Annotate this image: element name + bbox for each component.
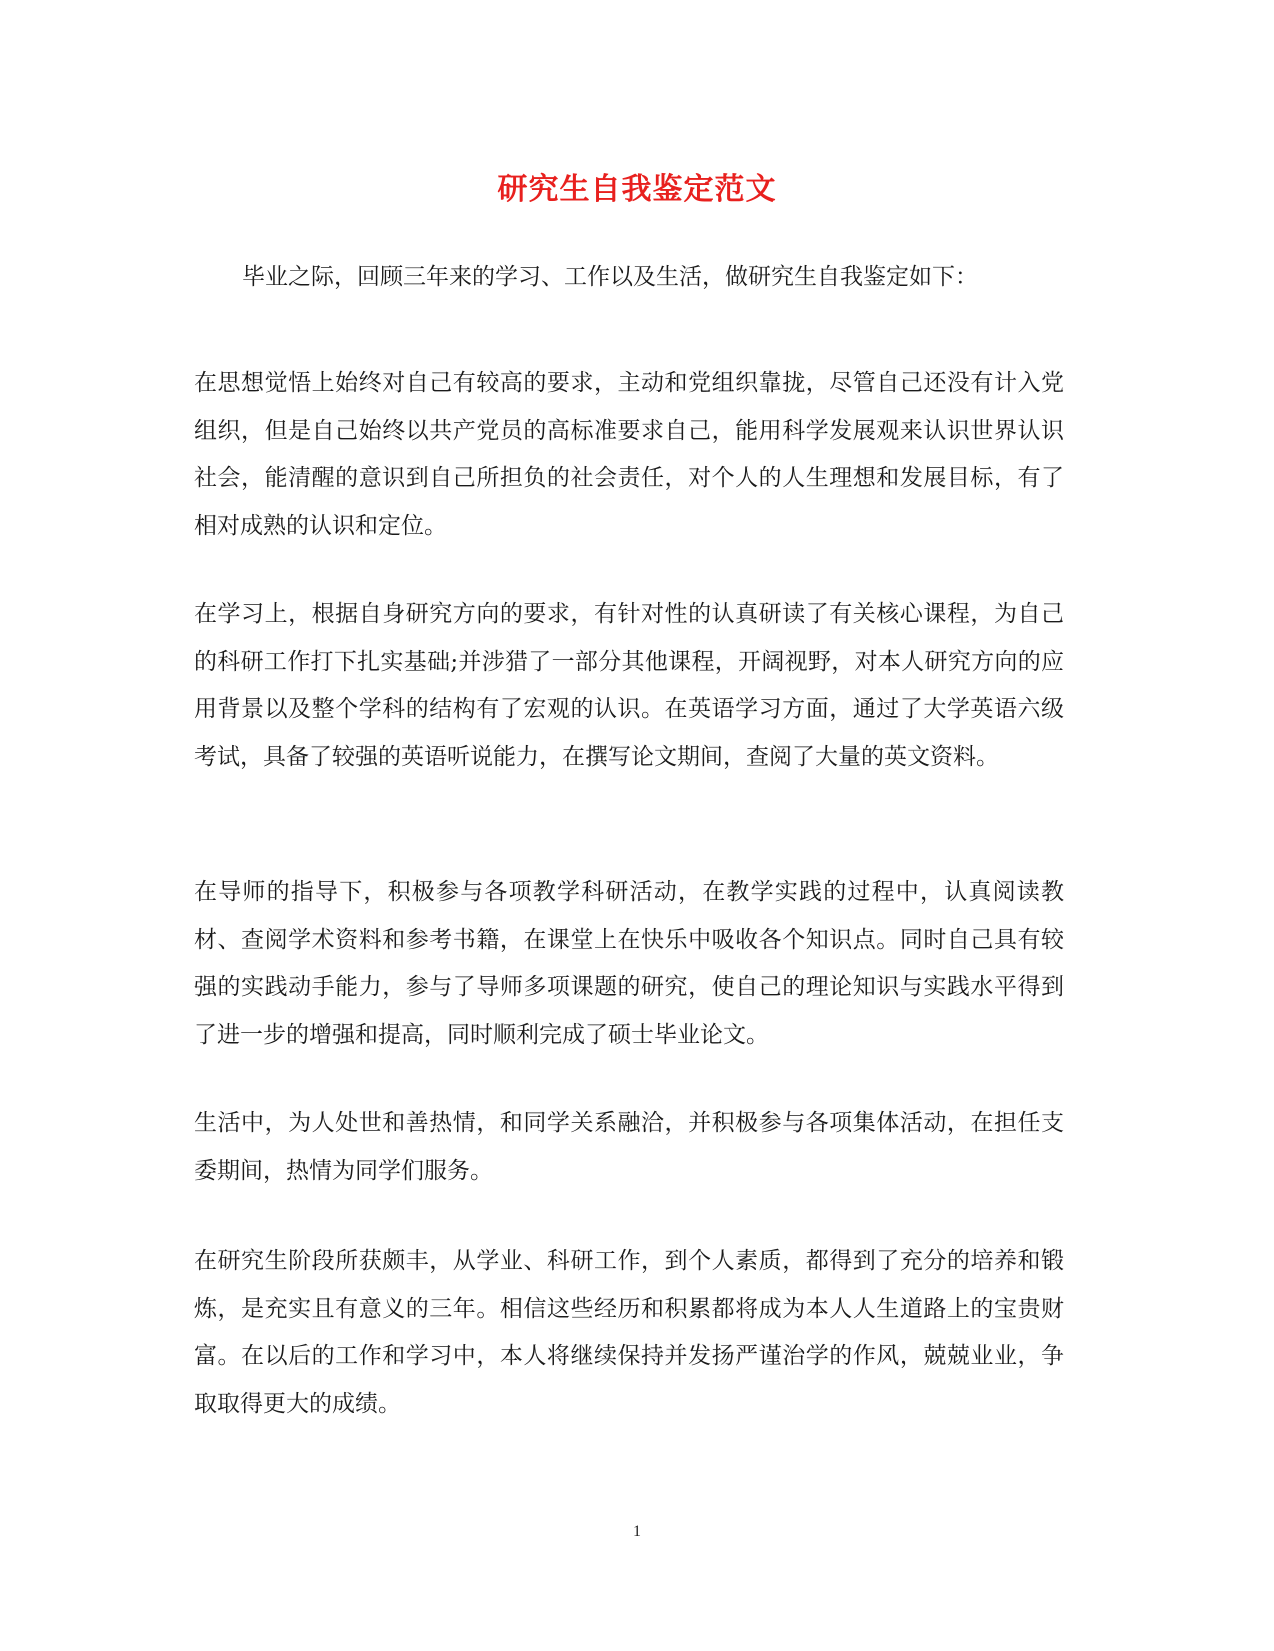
intro-paragraph: 毕业之际，回顾三年来的学习、工作以及生活，做研究生自我鉴定如下： xyxy=(242,264,978,290)
paragraph-ideology: 在思想觉悟上始终对自己有较高的要求，主动和党组织靠拢，尽管自己还没有计入党组织，但是自己始终以共产党员的高标准要求自己，能用科学发展观来认识世界认识社会，能清醒的意识到自己所担负的社会责任，对个人的人生理想和发展目标，有了相对成熟的认识和定位。 xyxy=(194,370,1064,539)
paragraph-summary: 在研究生阶段所获颇丰，从学业、科研工作，到个人素质，都得到了充分的培养和锻炼，是充实且有意义的三年。相信这些经历和积累都将成为本人人生道路上的宝贵财富。在以后的工作和学习中，本人将继续保持并发扬严谨治学的作风，兢兢业业，争取取得更大的成绩。 xyxy=(194,1248,1064,1417)
paragraph-research: 在导师的指导下，积极参与各项教学科研活动，在教学实践的过程中，认真阅读教材、查阅学术资料和参考书籍，在课堂上在快乐中吸收各个知识点。同时自己具有较强的实践动手能力，参与了导师多项课题的研究，使自己的理论知识与实践水平得到了进一步的增强和提高，同时顺利完成了硕士毕业论文。 xyxy=(194,879,1064,1048)
paragraph-life: 生活中，为人处世和善热情，和同学关系融洽，并积极参与各项集体活动，在担任支委期间，热情为同学们服务。 xyxy=(194,1110,1064,1184)
paragraph-study: 在学习上，根据自身研究方向的要求，有针对性的认真研读了有关核心课程，为自己的科研工作打下扎实基础;并涉猎了一部分其他课程，开阔视野，对本人研究方向的应用背景以及整个学科的结构有了宏观的认识。在英语学习方面，通过了大学英语六级考试，具备了较强的英语听说能力，在撰写论文期间，查阅了大量的英文资料。 xyxy=(194,601,1064,770)
document-title: 研究生自我鉴定范文 xyxy=(497,172,777,207)
page-number: 1 xyxy=(633,1523,641,1540)
